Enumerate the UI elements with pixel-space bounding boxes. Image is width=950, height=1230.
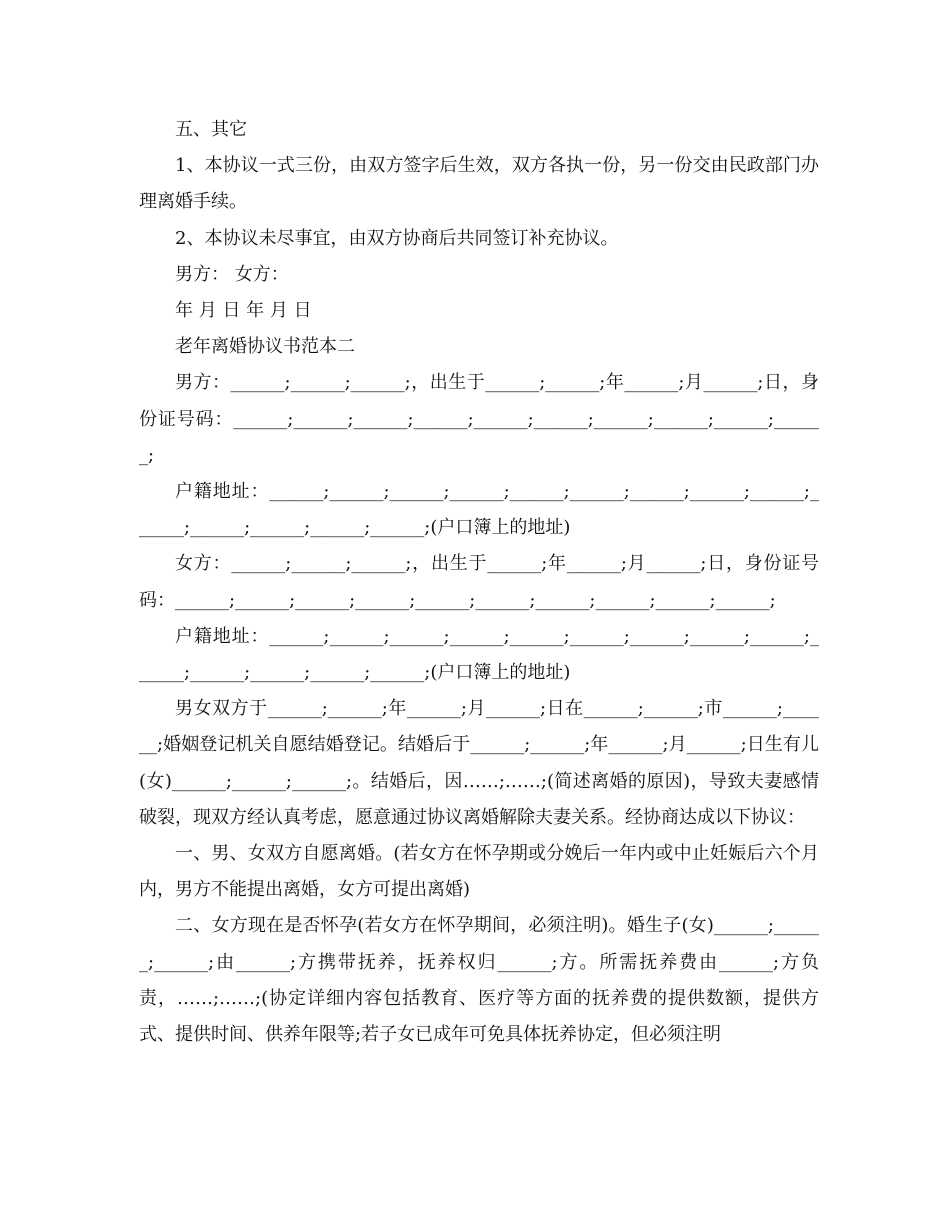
signature-dates: 年 月 日 年 月 日 xyxy=(175,300,312,322)
template-title: 老年离婚协议书范本二 xyxy=(175,336,355,358)
signature-parties: 男方： 女方： xyxy=(175,263,289,285)
section-heading-other: 五、其它 xyxy=(175,119,247,140)
female-party-info: 女方：______;______;______;，出生于______;年______;月______;日，身份证号码：______;______;______;______;______;______;______;______;______;______; xyxy=(139,553,819,611)
document-body xyxy=(139,112,819,1053)
male-household-address: 户籍地址：______;______;______;______;______;______;______;______;______;______;______;______;______;______;(户口簿上的地址) xyxy=(139,481,819,539)
clause-voluntary-divorce: 一、男、女双方自愿离婚。(若女方在怀孕期或分娩后一年内或中止妊娠后六个月内，男方不能提出离婚，女方可提出离婚) xyxy=(139,843,819,901)
female-household-address: 户籍地址：______;______;______;______;______;______;______;______;______;______;______;______;______;______;(户口簿上的地址) xyxy=(139,625,819,684)
clause-child-custody: 二、女方现在是否怀孕(若女方在怀孕期间，必须注明)。婚生子(女)______;______;______;由______;方携带抚养，抚养权归______;方。所需抚养费由______;方负责，……;……;(协定详细内容包括教育、医疗等方面的抚养费的提供数额，提供方式、提供时间、供养年限等;若子女已成年可免具体抚养协定，但必须注明 xyxy=(139,915,819,1046)
clause-copies: 1、本协议一式三份，由双方签字后生效，双方各执一份，另一份交由民政部门办理离婚手续。 xyxy=(139,155,819,213)
male-party-info: 男方：______;______;______;，出生于______;______;年______;月______;日，身份证号码：______;______;______;______;______;______;______;______;______;______; xyxy=(139,372,819,466)
marriage-background: 男女双方于______;______;年______;月______;日在______;______;市______;______;婚姻登记机关自愿结婚登记。结婚后于______;______;年______;月______;日生有儿(女)______;______;______;。结婚后，因……;……;(简述离婚的原因)，导致夫妻感情破裂，现双方经认真考虑，愿意通过协议离婚解除夫妻关系。经协商达成以下协议： xyxy=(139,698,819,828)
clause-supplement: 2、本协议未尽事宜，由双方协商后共同签订补充协议。 xyxy=(175,227,619,249)
